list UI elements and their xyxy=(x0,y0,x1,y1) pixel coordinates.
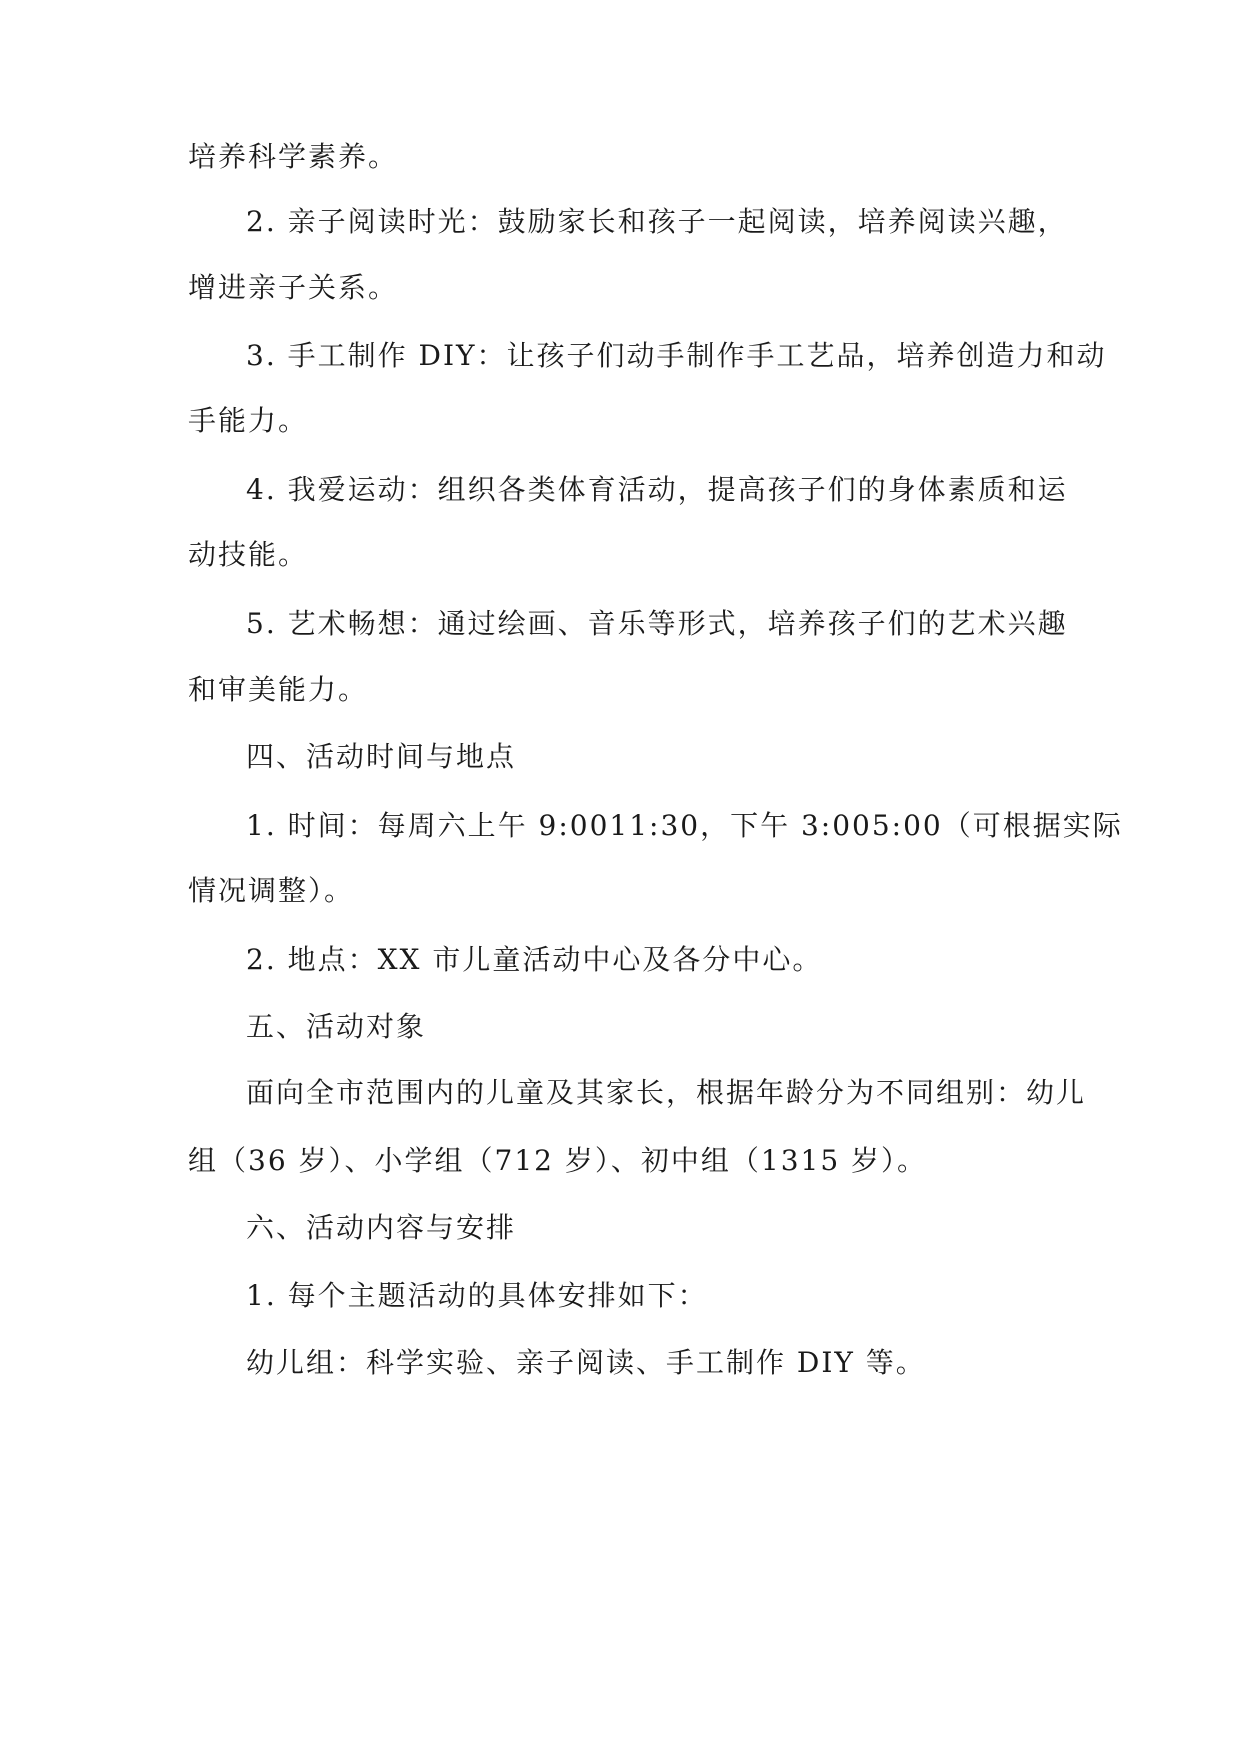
list-item-3-line-2: 手能力。 xyxy=(188,404,309,437)
list-item-5-line-2: 和审美能力。 xyxy=(188,673,369,706)
location-item: 2. 地点：XX 市儿童活动中心及各分中心。 xyxy=(246,943,823,976)
list-item-4-line-1: 4. 我爱运动：组织各类体育活动，提高孩子们的身体素质和运 xyxy=(246,473,1068,506)
section-heading-4: 四、活动时间与地点 xyxy=(246,740,517,773)
paragraph-line: 培养科学素养。 xyxy=(188,140,399,173)
section-heading-6: 六、活动内容与安排 xyxy=(246,1211,517,1244)
section-heading-5: 五、活动对象 xyxy=(246,1010,427,1043)
list-item-2-line-1: 2. 亲子阅读时光：鼓励家长和孩子一起阅读，培养阅读兴趣， xyxy=(246,205,1068,238)
schedule-item-1: 1. 每个主题活动的具体安排如下： xyxy=(246,1279,708,1312)
list-item-4-line-2: 动技能。 xyxy=(188,538,309,571)
time-item-line-1: 1. 时间：每周六上午 9:0011:30，下午 3:005:00（可根据实际 xyxy=(246,809,1123,842)
audience-paragraph-line-2: 组（36 岁）、小学组（712 岁）、初中组（1315 岁）。 xyxy=(188,1144,928,1177)
audience-paragraph-line-1: 面向全市范围内的儿童及其家长，根据年龄分为不同组别：幼儿 xyxy=(246,1076,1087,1109)
list-item-3-line-1: 3. 手工制作 DIY：让孩子们动手制作手工艺品，培养创造力和动 xyxy=(246,339,1107,372)
list-item-2-line-2: 增进亲子关系。 xyxy=(188,271,399,304)
kindergarten-group-line: 幼儿组：科学实验、亲子阅读、手工制作 DIY 等。 xyxy=(246,1346,926,1379)
time-item-line-2: 情况调整）。 xyxy=(188,874,355,907)
list-item-5-line-1: 5. 艺术畅想：通过绘画、音乐等形式，培养孩子们的艺术兴趣 xyxy=(246,607,1068,640)
